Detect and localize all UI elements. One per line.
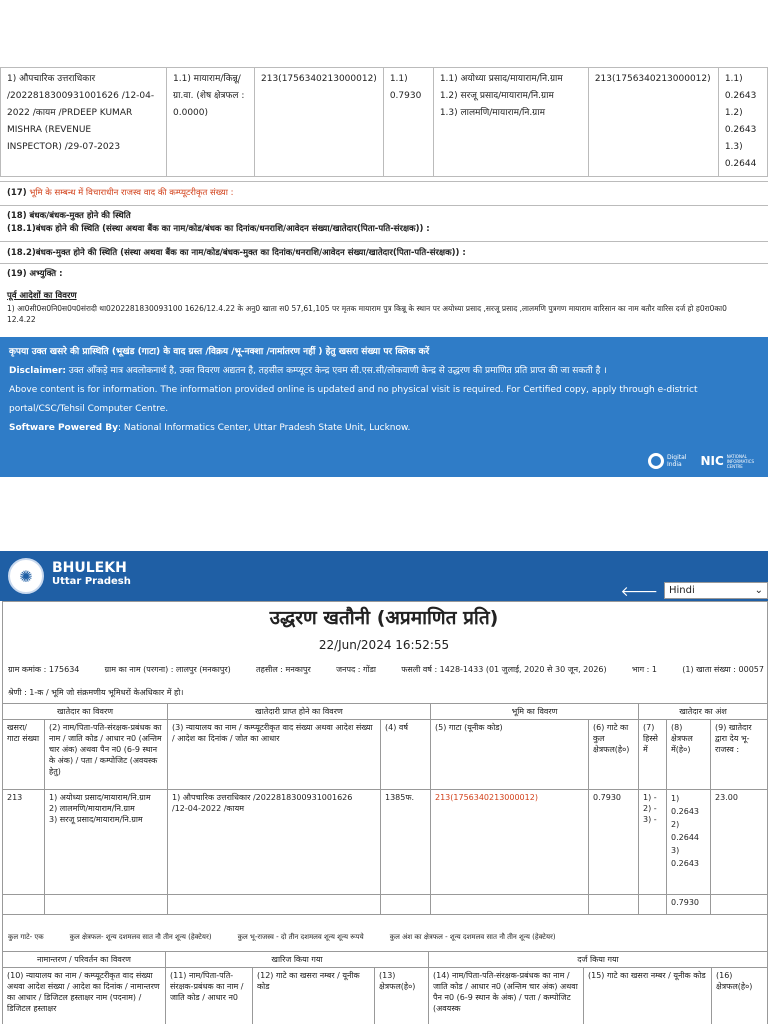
page-title: उद्धरण खतौनी (अप्रमाणित प्रति) bbox=[269, 607, 499, 629]
removed-area-cell: 1.1) 0.7930 bbox=[383, 68, 433, 177]
section-17: (17) भूमि के सम्बन्ध में विचाराधीन राजस्व वाद की कम्प्यूटरीकृत संख्या : bbox=[0, 181, 768, 205]
totals-line: कुल गाटे- एक कुल क्षेत्रफल- शून्य दशमलव सात नौ तीन शून्य (हेक्टेयर) कुल भू-राजस्व - दो तीन दशमलव शून्य शून्य रूपये कुल अंश का क्षेत्रफल - शून्य दशमलव सात नौ तीन शून्य (हेक्टेयर) bbox=[8, 933, 556, 941]
tehsil: तहसील : मनकापुर bbox=[256, 665, 311, 674]
entered-plot-cell: 213(1756340213000012) bbox=[588, 68, 718, 177]
info-en-2: portal/CSC/Tehsil Computer Centre. bbox=[9, 404, 169, 414]
site-header bbox=[0, 551, 768, 601]
group-header-row: नामान्तरण / परिवर्तन का विवरण खारिज किया गया दर्ज किया गया bbox=[3, 952, 768, 968]
table-row: 213 1) अयोध्या प्रसाद/मायाराम/नि.ग्राम 2) लालमणि/मायाराम/नि.ग्राम 3) सरजू प्रसाद/मायाराम/नि.ग्राम 1) औपचारिक उत्तराधिकार /2022818300931001626 /12-04-2022 /कायम 1385फ. 213(1756340213000012) 0.7930 1) - 2) - 3) - 1) 0.2643 2) 0.2644 3) 0.2643 23.00 bbox=[3, 790, 768, 895]
group-header-row: खातेदार का विवरण खातेदारी प्राप्त होने का विवरण भूमि का विवरण खातेदार का अंश bbox=[3, 704, 768, 720]
mutation-order-cell: 1) औपचारिक उत्तराधिकार /2022818300931001626 /12-04- 2022 /कायम /PRDEEP KUMAR MISHRA (REVENUE INSPECTOR) /29-07-2023 bbox=[1, 68, 167, 177]
khata-number: (1) खाता संख्या : 00057 bbox=[682, 665, 764, 674]
previous-mutation-table bbox=[0, 67, 768, 177]
document-date: 22/Jun/2024 16:52:55 bbox=[318, 638, 450, 652]
village-name: ग्राम का नाम (परगना) : लालपुर (मनकापुर) bbox=[104, 665, 231, 674]
entered-area-cell: 1.1) 0.2643 1.2) 0.2643 1.3) 0.2644 bbox=[718, 68, 767, 177]
back-arrow-icon[interactable]: 🡐 bbox=[620, 584, 658, 600]
section-18: (18) बंधक/बंधक-मुक्त होने की स्थिति (18.1)बंधक होने की स्थिति (संस्था अथवा बैंक का नाम/कोड/बंधक का दिनांक/धनराशि/आवेदन संख्या/खातेदार(पिता-पति-संरक्षक)) : bbox=[0, 205, 768, 241]
part: भाग : 1 bbox=[631, 665, 657, 674]
khatauni-table bbox=[2, 703, 768, 915]
village-code: ग्राम कमांक : 175634 bbox=[8, 665, 80, 674]
site-brand[interactable]: BHULEKH Uttar Pradesh bbox=[52, 560, 131, 587]
table-row bbox=[1, 68, 768, 177]
document-meta bbox=[8, 664, 764, 675]
section-19: (19) अभ्युक्ति : bbox=[0, 263, 768, 283]
entered-names-cell: 1.1) अयोध्या प्रसाद/मायाराम/नि.ग्राम 1.2) सरजू प्रसाद/मायाराम/नि.ग्राम 1.3) लालमणि/मायाराम/नि.ग्राम bbox=[433, 68, 588, 177]
plot-link[interactable]: 213(1756340213000012) bbox=[431, 790, 589, 895]
info-banner bbox=[0, 337, 768, 477]
chevron-down-icon: ⌄ bbox=[754, 585, 763, 596]
sum-row: 0.7930 bbox=[3, 895, 768, 915]
disclaimer: Disclaimer: उक्त आँकड़े मात्र अवलोकनार्थ है, उक्त विवरण अद्यतन है, तहसील कम्प्यूटर केन्द्र एवम सी.एस.सी/लोकवाणी केन्द्र से उद्धरण की प्रमाणित प्रति प्राप्त की जा सकती है । bbox=[9, 366, 607, 376]
fasli-year: फसली वर्ष : 1428-1433 (01 जुलाई, 2020 से 30 जून, 2026) bbox=[401, 665, 607, 674]
column-header-row: (10) न्यायालय का नाम / कम्प्यूटरीकृत वाद संख्या अथवा आदेश संख्या / आदेश का दिनांक / नामान्तरण का आधार / डिजिटल हस्ताक्षर नाम (पदनाम) / डिजिटल हस्ताक्षर (11) नाम/पिता-पति-संरक्षक-प्रबंधक का नाम / जाति कोड / आधार न0 (12) गाटे का खसरा नम्बर / यूनीक कोड (13) क्षेत्रफल(हे०) (14) नाम/पिता-पति-संरक्षक-प्रबंधक का नाम / जाति कोड / आधार न0 (अन्तिम चार अंक) अथवा पैन न0 (6-9 स्थान के अंक) / पता / कम्पोजिट (अवयस्क (15) गाटे का खसरा नम्बर / यूनीक कोड (16) क्षेत्रफल(हे०) bbox=[3, 968, 768, 1024]
digital-india-logo: Digital India bbox=[648, 453, 686, 469]
column-header-row: खसरा/ गाटा संख्या (2) नाम/पिता-पति-संरक्षक-प्रबंधक का नाम / जाति कोड / आधार न0 (अन्तिम चार अंक) अथवा पैन न0 (6-9 स्थान के अंक) / पता / कम्पोजिट (अवयस्क हेतु) (3) न्यायालय का नाम / कम्प्यूटरीकृत वाद संख्या अथवा आदेश संख्या / आदेश का दिनांक / जोत का आधार (4) वर्ष (5) गाटा (यूनीक कोड) (6) गाटे का कुल क्षेत्रफल(हे०) (7) हिस्से में (8) क्षेत्रफल में(हे०) (9) खातेदार द्वारा देय भू-राजस्व : bbox=[3, 720, 768, 790]
language-select[interactable]: Hindi ⌄ bbox=[664, 582, 768, 599]
removed-name-cell: 1.1) मायाराम/किन्नू/ ग्रा.वा. (शेष क्षेत्रफल : 0.0000) bbox=[167, 68, 255, 177]
removed-plot-cell: 213(1756340213000012) bbox=[255, 68, 384, 177]
up-emblem-icon[interactable]: ✺ bbox=[8, 558, 44, 594]
nic-logo: NIC NATIONAL INFORMATICS CENTRE bbox=[700, 453, 754, 469]
plot-status-instruction: कृपया उक्त खसरे की प्रास्थिति (भूखंड (गाटा) के वाद ग्रस्त /विक्रय /भू-नक्शा /नामांतरण नहीं ) हेतु खसरा संख्या पर क्लिक करें bbox=[9, 347, 430, 357]
info-en: Above content is for information. The information provided online is updated and no physical visit is required. For Certified copy, apply through e-district bbox=[9, 385, 698, 395]
prior-orders: पूर्व आदेशों का विवरण 1) आ0सी0स0नि0स0प0संरादी था0202281830093100 1626/12.4.22 के अनु0 खाता स0 57,61,105 पर मृतक मायाराम पुत्र किन्नू के स्थान पर अयोध्या प्रसाद ,सरजू प्रसाद ,लालमणि पुत्रगण मायाराम वारिसान का नाम बतौर वारिस दर्ज हो ह0रा0का0 12.4.22 bbox=[7, 291, 727, 324]
powered-by: Software Powered By: National Informatics Center, Uttar Pradesh State Unit, Lucknow. bbox=[9, 423, 411, 433]
mutation-table bbox=[2, 951, 768, 1024]
footer-logos bbox=[648, 453, 754, 469]
section-18-2: (18.2)बंधक-मुक्त होने की स्थिति (संस्था अथवा बैंक का नाम/कोड/बंधक-मुक्त का दिनांक/धनराशि/आवेदन संख्या/खातेदार(पिता-पति-संरक्षक)) : bbox=[0, 241, 768, 263]
category: श्रेणी : 1-क / भूमि जो संक्रमणीय भूमिधरों केअधिकार में हो। bbox=[8, 688, 184, 697]
district: जनपद : गोंडा bbox=[336, 665, 376, 674]
digital-india-icon bbox=[648, 453, 664, 469]
